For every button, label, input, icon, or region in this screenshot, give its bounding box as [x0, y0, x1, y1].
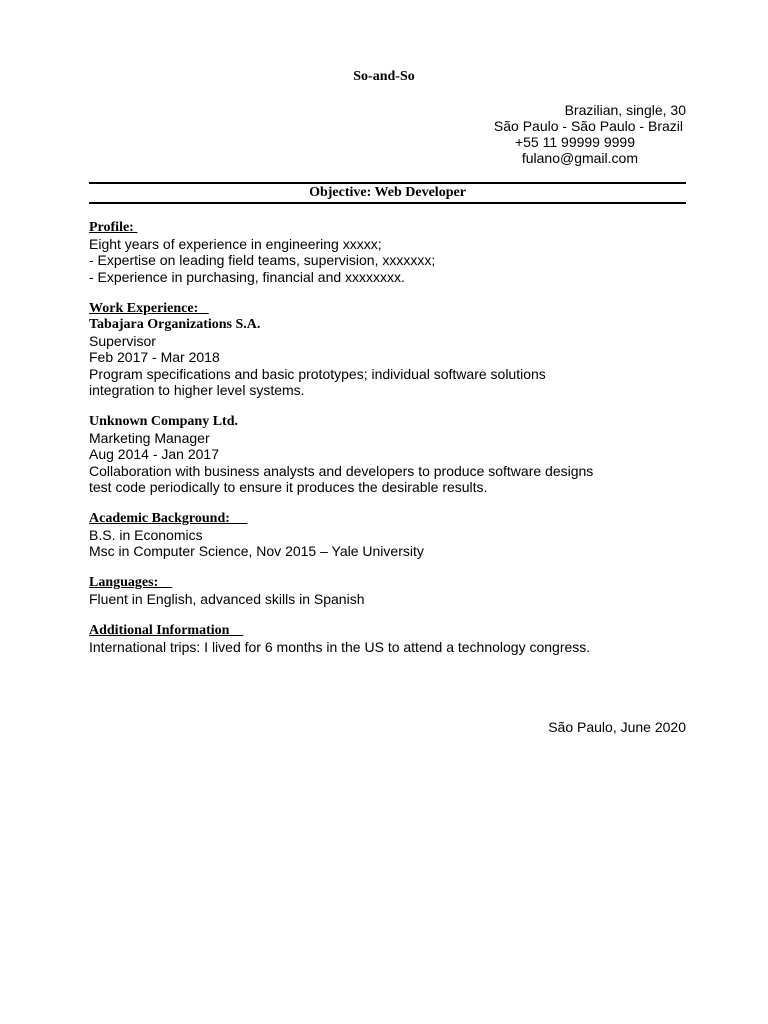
job-description: Program specifications and basic prototypes; individual software solutions	[89, 365, 546, 382]
academic-heading: Academic Background:	[89, 511, 248, 526]
languages-section	[89, 575, 689, 607]
job-description: Collaboration with business analysts and developers to produce software designs	[89, 462, 594, 479]
job-description: test code periodically to ensure it produces the desirable results.	[89, 478, 488, 495]
work-experience-heading: Work Experience:	[89, 301, 209, 316]
additional-info-section	[89, 623, 689, 655]
company-name: Unknown Company Ltd.	[89, 414, 238, 429]
additional-info-heading: Additional Information	[89, 623, 244, 638]
profile-line: - Expertise on leading field teams, supervision, xxxxxxx;	[89, 252, 436, 269]
objective-title: Objective: Web Developer	[309, 185, 466, 200]
job-entry	[89, 414, 689, 495]
company-name: Tabajara Organizations S.A.	[89, 317, 261, 332]
job-role: Marketing Manager	[89, 430, 210, 446]
work-experience-section	[89, 301, 689, 398]
profile-section	[89, 220, 689, 285]
languages-line: Fluent in English, advanced skills in Spanish	[89, 591, 365, 607]
job-role: Supervisor	[89, 333, 156, 349]
phone: +55 11 99999 9999	[514, 134, 635, 150]
profile-line: Eight years of experience in engineering xxxxx;	[89, 236, 382, 252]
languages-heading: Languages:	[89, 575, 173, 590]
academic-line: B.S. in Economics	[89, 527, 203, 543]
academic-section	[89, 511, 689, 560]
job-description: integration to higher level systems.	[89, 381, 305, 398]
candidate-name: So-and-So	[353, 69, 415, 84]
job-period: Feb 2017 - Mar 2018	[89, 349, 220, 366]
email: fulano@gmail.com	[521, 150, 638, 166]
academic-line: Msc in Computer Science, Nov 2015 – Yale University	[89, 543, 424, 560]
additional-info-line: International trips: I lived for 6 months in the US to attend a technology congress.	[89, 639, 591, 655]
job-period: Aug 2014 - Jan 2017	[89, 446, 219, 463]
address: São Paulo - São Paulo - Brazil	[493, 118, 683, 134]
place-and-date: São Paulo, June 2020	[548, 719, 686, 735]
top-divider	[89, 182, 686, 184]
profile-line: - Experience in purchasing, financial and xxxxxxxx.	[89, 268, 405, 285]
personal-info: Brazilian, single, 30	[564, 102, 686, 118]
bottom-divider	[89, 202, 686, 204]
profile-heading: Profile:	[89, 220, 138, 235]
